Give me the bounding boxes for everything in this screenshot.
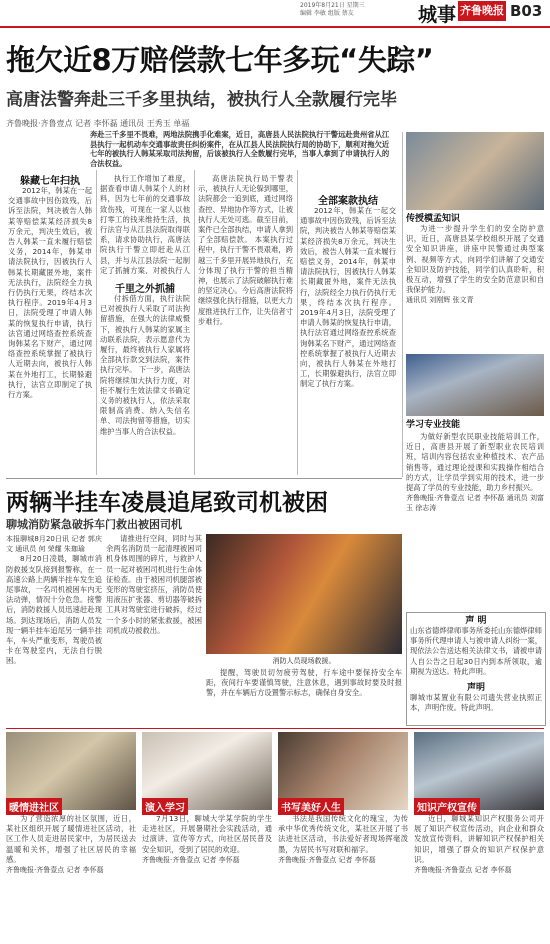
bottom-2-text-block xyxy=(142,814,272,940)
section-rule xyxy=(6,478,402,479)
notice-title-2: 声明 xyxy=(466,683,485,693)
bottom-2-author: 齐鲁晚报·齐鲁壹点 记者 李怀磊 xyxy=(142,855,240,864)
bottom-2-text: 7月13日，聊城大学某学院的学生走进社区，开展暑期社会实践活动，通过演讲、宣传等方式，向社区居民普及安全知识，受到了居民的欢迎。 xyxy=(142,814,272,854)
bottom-1-text: 为了营造浓厚的社区氛围，近日，某社区组织开展了暖情进社区活动，社区工作人员走进居民家中，为居民送去温暖和关怀，增强了社区居民的幸福感。 xyxy=(6,814,136,864)
column-1-text: 2012年，韩某在一起交通事故中因伤致残，后诉至法院，判决被告人韩某等赔偿某某经济损失8万余元，判决生效后，被告人韩某一直未履行赔偿义务，2014年，韩某申请法院执行，因被执行人韩某长期藏匿外地，案件无法执行，法院经全力执行仍执行无果，终结本次执行程序。2019年4月3日，法院受理了申请人韩某的恢复执行申请，执行法官通过网络查控系统查询韩某名下财产，通过网络查控系统掌握了被执行人近期去向，被执行人韩某在外地打工，长期躲避执行，法官立即制定了执行方案。 xyxy=(8,186,92,400)
subheadline-2: 聊城消防紧急破拆车门救出被困司机 xyxy=(6,518,182,531)
side1-author: 通讯员 刘刚辉 张文青 xyxy=(406,296,474,305)
notice-text-2: 聊城市某置业有限公司遗失营业执照正本，声明作废。特此声明。 xyxy=(410,693,542,713)
bottom-3-text: 书法是我国传统文化的瑰宝，为传承中华优秀传统文化，某社区开展了书法进社区活动，书法爱好者现场挥毫泼墨，为居民书写对联和福字。 xyxy=(278,814,408,854)
column-2-text: 执行工作增加了难度，据查看申请人韩某个人的材料，因为七年前的交通事故致伤残，可现在一家人以他打零工的钱来维持生活，执行法官与从江县法院取得联系，请求协助执行，高唐法院执行干警立即赶赴从江县，并与从江县法院一起制定了抓捕方案，对被执行人 xyxy=(100,174,190,274)
column-divider xyxy=(297,170,298,475)
story2-column-1 xyxy=(6,534,102,724)
headline-2: 两辆半挂车凌晨追尾致司机被困 xyxy=(6,490,328,516)
bottom-4-label: 知识产权宣传 xyxy=(414,798,480,815)
story2-col3-text: 提醒，驾驶员切勿疲劳驾驶，行车途中要保持安全车距，夜间行车要谨慎驾驶，注意休息，遇到事故时要及时报警，并在车辆后方设置警示标志，确保自身安全。 xyxy=(206,668,402,698)
bottom-1-author: 齐鲁晚报·齐鲁壹点 记者 李怀磊 xyxy=(6,866,104,875)
side1-text: 为进一步提升学生们的安全防护意识，近日，高唐县某学校组织开展了交通安全知识讲座，讲座中民警通过典型案例、视频等方式，向同学们讲解了交通安全知识及防护技能，同学们认真聆听，积极互动，增强了学生的安全防范意识和自我保护能力。 xyxy=(406,224,544,295)
side1-caption: 传授模孟知识 xyxy=(406,211,460,224)
header-rule xyxy=(0,26,550,28)
column-divider xyxy=(194,170,195,475)
story2-byline: 本报聊城8月20日讯 记者 郭庆文 通讯员 何 荣耀 朱珈瑜 xyxy=(6,535,102,554)
bottom-2-label: 演入学习 xyxy=(142,798,188,815)
subhead-hiding: 躲藏七年扫执 xyxy=(20,176,80,187)
subhead-settled: 全部案款执结 xyxy=(318,196,378,207)
photo-training xyxy=(406,354,544,416)
story2-column-2 xyxy=(106,534,202,724)
story2-column-3 xyxy=(206,668,402,724)
side2-text: 为做好新型农民职业技能培训工作，近日，高唐县开展了新型职业农民培训班，培训内容包括农业种植技术、农产品销售等，通过理论授课和实践操作相结合的方式，让学员学到实用的技术，进一步提高了学员的专业技能，助力乡村振兴。 xyxy=(406,432,544,493)
header-meta xyxy=(300,2,420,18)
column-2a xyxy=(100,174,190,274)
bottom-1-label: 暖情进社区 xyxy=(6,798,62,815)
notice-box xyxy=(406,612,546,726)
subheadline: 高唐法警奔赴三千多里执结，被执行人全款履行完毕 xyxy=(6,90,397,110)
bottom-4-text-block xyxy=(414,814,544,940)
headline: 拖欠近8万赔偿款七年多玩“失踪” xyxy=(6,43,434,77)
page-number: B03 xyxy=(510,2,543,20)
side2-text-block xyxy=(406,432,544,610)
story2-col2-text: 请推进行空间，同时与其余两名消防员一起清理被困司机身体周围的碎片，与救护人员一起对被困司机进行生命体征检查。由于被困司机腿部被变形的驾驶室挤压，消防员使用液压扩张器、剪切器等破拆工具对驾驶室进行破拆，经过一个多小时的紧张救援，被困司机成功被救出。 xyxy=(106,534,202,635)
bottom-4-text: 近日，聊城某知识产权服务公司开展了知识产权宣传活动，向企业和群众发放宣传资料，讲解知识产权保护相关知识，增强了群众的知识产权保护意识。 xyxy=(414,814,544,864)
bottom-3-text-block xyxy=(278,814,408,940)
story2-col1-text: 8月20日凌晨，聊城市消防救援支队接到报警称，在一高速公路上两辆半挂车发生追尾事故，一名司机被困车内无法动弹，情况十分危急。接警后，消防救援人员迅速赶赴现场。到达现场后，消防人员发现一辆半挂车追尾另一辆半挂车，车头严重变形，驾驶员被卡在驾驶室内，无法自行脱困。 xyxy=(6,554,102,666)
column-1 xyxy=(8,186,92,476)
bottom-1-text-block xyxy=(6,814,136,940)
column-2b xyxy=(100,294,190,476)
column-4-text: 2012年，韩某在一起交通事故中因伤致残，后诉至法院，判决被告人韩某等赔偿某某经济损失8万余元，判决生效后，被告人韩某一直未履行赔偿义务，2014年，韩某申请法院执行，因被执行人韩某长期藏匿外地，案件无法执行，法院经全力执行仍执行无果，终结本次执行程序。2019年4月3日，法院受理了申请人韩某的恢复执行申请，执行法官通过网络查控系统查询韩某名下财产，通过网络查控系统掌握了被执行人近期去向，被执行人韩某在外地打工，长期躲避执行，法官立即制定了执行方案。 xyxy=(300,206,396,389)
photo-classroom xyxy=(406,132,544,210)
issue-date: 2019年8月21日 星期三 xyxy=(300,2,365,9)
column-3 xyxy=(198,174,293,476)
lead-paragraph: 奔赴三千多里不畏难，两地法院携手化难案，近日，高唐县人民法院执行干警远赴贵州省从江县执行一起机动车交通事故责任纠纷案件，在从江县人民法院执行局的协助下，顺利对拖欠近七年的被执行人韩某采取司法拘留，后该被执行人全数履行完毕，当事人拿到了申请执行人的合法权益。 xyxy=(90,130,390,168)
photo-rescue-caption: 消防人员现场救援。 xyxy=(272,657,336,665)
bottom-3-label: 书写美好人生 xyxy=(278,798,344,815)
editors: 编辑 李敏 组版 蔡友 xyxy=(300,10,354,17)
newspaper-logo: 齐鲁晚报 xyxy=(458,1,506,21)
subhead-arrest: 千里之外抓捕 xyxy=(115,284,175,295)
column-3-text: 高唐法院执行局干警表示，被执行人无论躲到哪里，法院都会一追到底，通过网络查控、异地协作等方式，让被执行人无处可逃。截至目前，案件已全部执结，申请人拿到了全部赔偿款。 本案执行过程中，执行干警不畏艰难，跨越三千多里开展异地执行，充分体现了执行干警的担当精神，也展示了法院破解执行难的坚定决心。今后高唐法院将继续强化执行措施，以更大力度推进执行工作，让失信者寸步难行。 xyxy=(198,174,293,326)
side2-author: 齐鲁晚报·齐鲁壹点 记者 李怀磊 通讯员 刘富玉 徐志涛 xyxy=(406,494,544,513)
side1-text-block xyxy=(406,224,544,348)
bottom-rule xyxy=(6,728,544,729)
notice-text-1: 山东省德烨律师事务所委托山东德烨律师事务所代理申请人与被申请人纠纷一案，现依法公告送达相关法律文书，请被申请人自公告之日起30日内到本所领取，逾期视为送达。特此声明。 xyxy=(410,626,542,676)
bottom-3-author: 齐鲁晚报·齐鲁壹点 记者 李怀磊 xyxy=(278,855,376,864)
notice-title: 声 明 xyxy=(465,616,487,626)
column-2b-text: 付拆借方面，执行法院已对被执行人采取了司法拘留措施，在强大的法律威慑下，被执行人韩某的家属主动联系法院，表示愿意代为履行，最终被执行人家属将全部执行款交到法院，案件执行完毕。 下一步，高唐法院将继续加大执行力度，对拒不履行生效法律文书确定义务的被执行人，依法采取限制高消费、纳入失信名单、司法拘留等措施，切实维护当事人的合法权益。 xyxy=(100,294,190,436)
column-4 xyxy=(300,206,396,476)
side2-caption: 学习专业技能 xyxy=(406,417,460,430)
section-title: 城事 xyxy=(418,4,457,26)
byline: 齐鲁晚报·齐鲁壹点 记者 李怀磊 通讯员 王秀玉 单福 xyxy=(6,119,190,128)
photo-rescue xyxy=(206,534,402,654)
sidebar-divider xyxy=(402,132,403,477)
column-divider xyxy=(96,170,97,475)
bottom-4-author: 齐鲁晚报·齐鲁壹点 记者 李怀磊 xyxy=(414,866,512,875)
